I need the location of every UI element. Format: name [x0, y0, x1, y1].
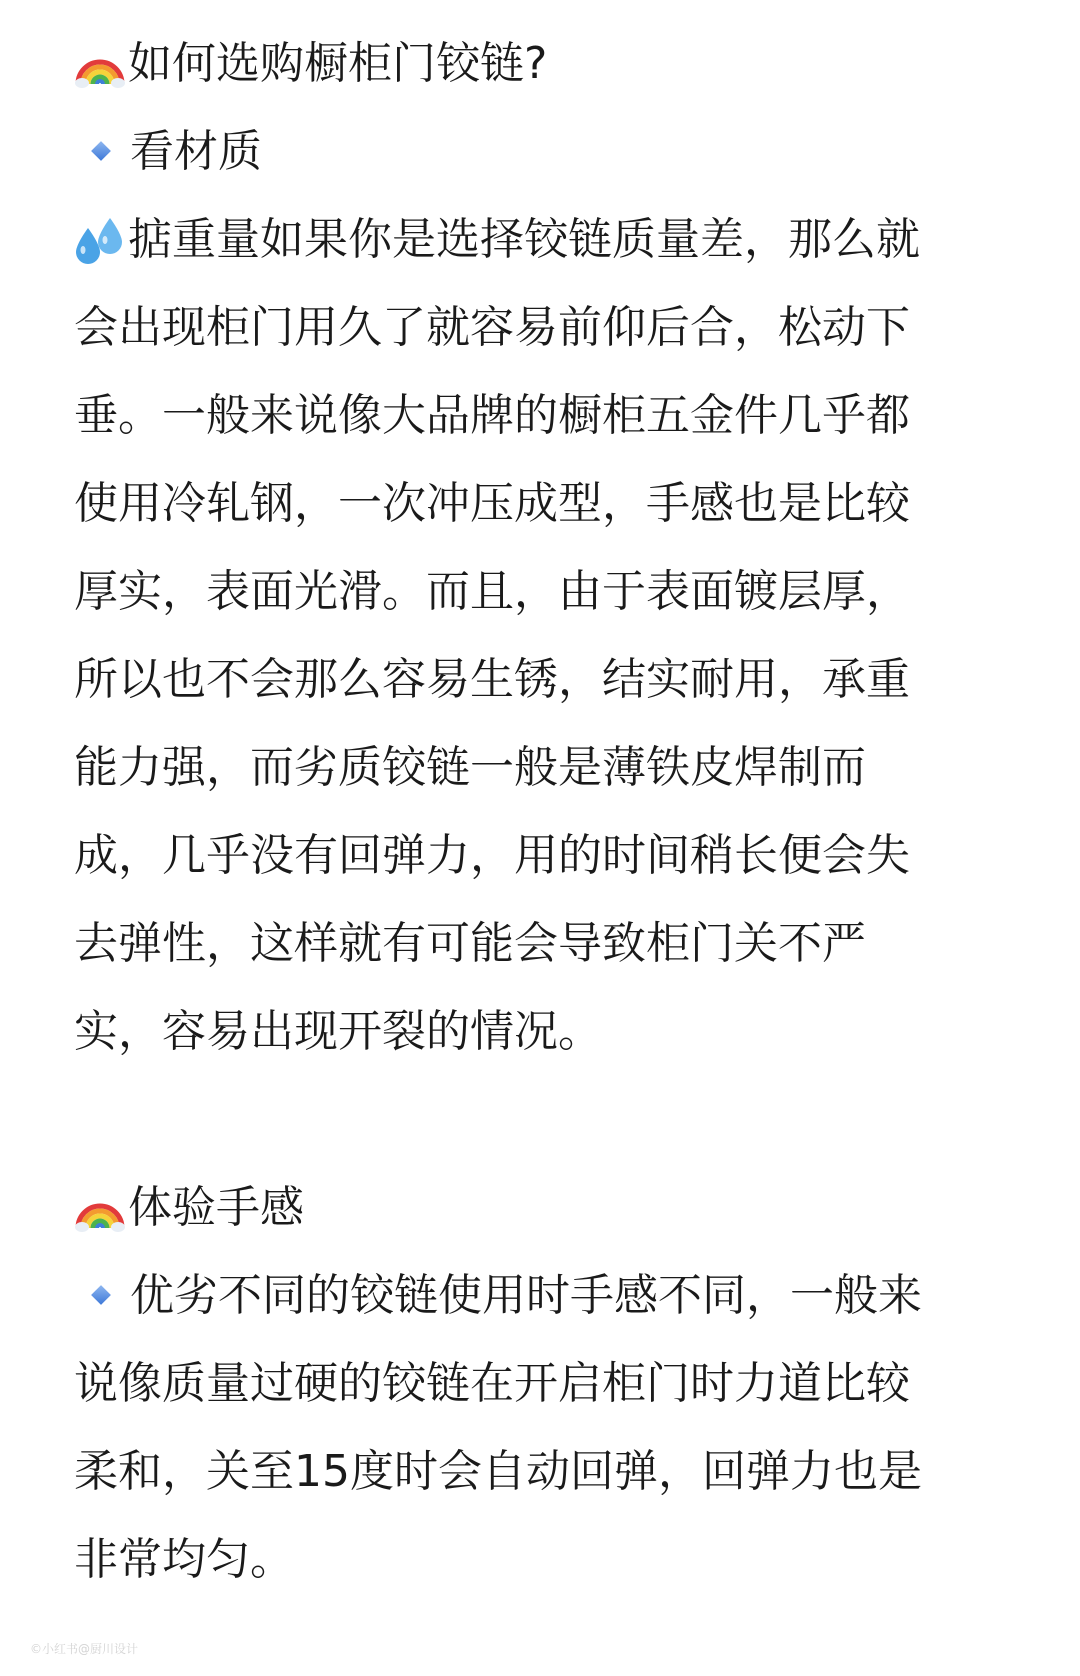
paragraph-line-text: 成，几乎没有回弹力，用的时间稍长便会失 — [74, 830, 910, 881]
section-heading — [74, 20, 1024, 108]
paragraph-line-text: 掂重量如果你是选择铰链质量差，那么就 — [128, 214, 920, 265]
section-heading-text: 如何选购橱柜门铰链? — [128, 38, 548, 89]
paragraph-line-text: 柔和，关至15度时会自动回弹，回弹力也是 — [74, 1446, 922, 1497]
subheading-text: 看材质 — [130, 126, 262, 177]
paragraph-line-text: 能力强，而劣质铰链一般是薄铁皮焊制而 — [74, 742, 866, 793]
paragraph-line — [74, 900, 1024, 988]
blue-diamond-icon — [74, 126, 130, 178]
paragraph-line — [74, 1428, 1024, 1516]
paragraph-line-text: 非常均匀。 — [74, 1534, 294, 1585]
section-heading — [74, 1164, 1024, 1252]
paragraph-line-text: 使用冷轧钢，一次冲压成型，手感也是比较 — [74, 478, 910, 529]
paragraph-line — [74, 636, 1024, 724]
section-heading-text: 体验手感 — [128, 1182, 304, 1233]
paragraph-line — [74, 460, 1024, 548]
paragraph-line-text: 所以也不会那么容易生锈，结实耐用，承重 — [74, 654, 910, 705]
paragraph-line — [74, 1340, 1024, 1428]
paragraph-line — [74, 988, 1024, 1076]
rainbow-icon — [74, 1182, 126, 1234]
watermark: ©小红书@厨川设计 — [30, 1642, 139, 1656]
paragraph-line-text: 优劣不同的铰链使用时手感不同，一般来 — [130, 1270, 922, 1321]
paragraph-line-text: 实，容易出现开裂的情况。 — [74, 1006, 602, 1057]
paragraph-line-text: 垂。一般来说像大品牌的橱柜五金件几乎都 — [74, 390, 910, 441]
paragraph-line — [74, 812, 1024, 900]
blue-diamond-icon — [74, 1270, 130, 1322]
paragraph-line — [74, 724, 1024, 812]
paragraph-line-text: 去弹性，这样就有可能会导致柜门关不严 — [74, 918, 866, 969]
subheading — [74, 108, 1024, 196]
paragraph-line-text: 厚实，表面光滑。而且，由于表面镀层厚， — [74, 566, 910, 617]
paragraph-line-text: 会出现柜门用久了就容易前仰后合，松动下 — [74, 302, 910, 353]
paragraph-line — [74, 196, 1024, 284]
paragraph-line — [74, 1252, 1024, 1340]
paragraph-line — [74, 1516, 1024, 1604]
sweat-droplets-icon — [74, 214, 126, 266]
rainbow-icon — [74, 38, 126, 90]
article — [74, 20, 1024, 1604]
paragraph-line — [74, 548, 1024, 636]
blank-line — [74, 1076, 1024, 1164]
paragraph-line-text: 说像质量过硬的铰链在开启柜门时力道比较 — [74, 1358, 910, 1409]
paragraph-line — [74, 372, 1024, 460]
paragraph-line — [74, 284, 1024, 372]
